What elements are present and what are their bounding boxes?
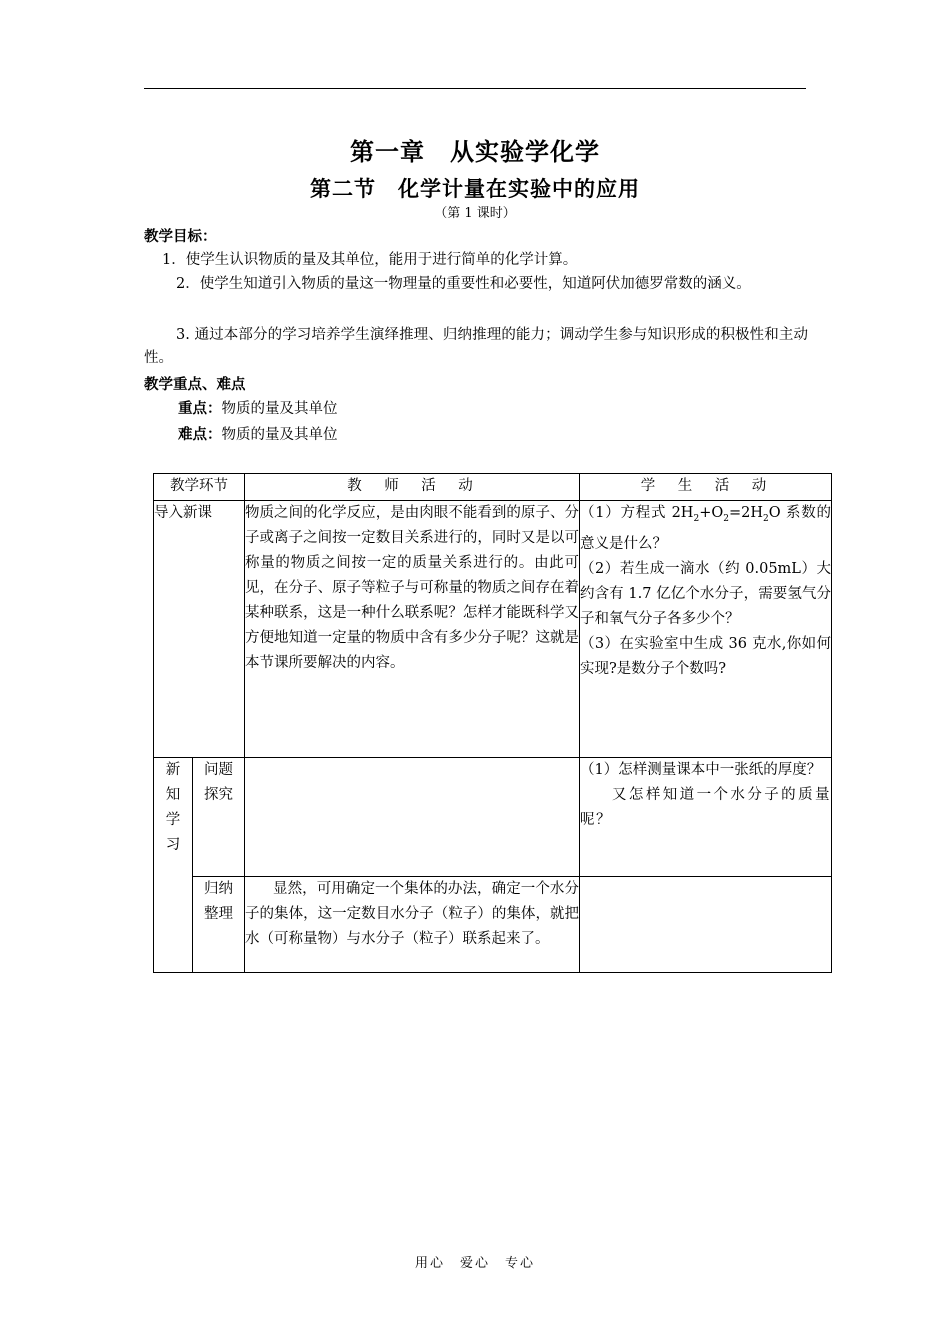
table-row-explore: [154, 758, 832, 877]
student-summary: [580, 877, 832, 973]
key-value: 物质的量及其单位: [221, 401, 338, 417]
student-intro-q1: （1）方程式 $2H_2+O_2=2H_2O$ 系数的意义是什么？: [580, 505, 831, 552]
stage-explore: [193, 758, 245, 877]
goal-1: 1．使学生认识物质的量及其单位，能用于进行简单的化学计算。: [162, 252, 578, 268]
lesson-plan-table: [153, 473, 832, 973]
section-title: 第二节 化学计量在实验中的应用: [310, 177, 640, 201]
hard-label: 难点：: [178, 427, 222, 443]
key-point: [178, 398, 338, 421]
student-explore-q1: （1）怎样测量课本中一张纸的厚度？: [580, 762, 822, 778]
teacher-summary: 显然，可用确定一个集体的办法，确定一个水分子的集体，这一定数目水分子（粒子）的集体，就把水（可称量物）与水分子（粒子）联系起来了。: [245, 877, 580, 973]
new-knowledge-label: 新知学习: [165, 762, 181, 853]
student-intro-q2: （2）若生成一滴水（约 0.05mL）大约含有 1.7 亿亿个水分子，需要氢气分子和氧气分子各多少个？: [580, 560, 831, 627]
keypoints-heading: 教学重点、难点: [144, 377, 246, 393]
hard-point: [178, 424, 338, 447]
stage-summary: [193, 877, 245, 973]
chapter-title: 第一章 从实验学化学: [350, 138, 600, 166]
summary-label: 归纳整理: [204, 881, 233, 922]
lesson-note: （第 1 课时）: [434, 206, 516, 221]
goals-heading: 教学目标：: [144, 229, 217, 245]
stage-new-knowledge: [154, 758, 193, 973]
table-row-summary: [154, 877, 832, 973]
header-stage: 教学环节: [154, 474, 245, 501]
page-footer: 用心 爱心 专心: [414, 1256, 535, 1271]
student-explore: [580, 758, 832, 877]
student-intro: [580, 501, 832, 758]
header-teacher: 教 师 活 动: [245, 474, 580, 501]
table-row-intro: [154, 501, 832, 758]
teacher-intro: 物质之间的化学反应，是由肉眼不能看到的原子、分子或离子之间按一定数目关系进行的，同时又是以可称量的物质之间按一定的质量关系进行的。由此可见，在分子、原子等粒子与可称量的物质之间存在着某种联系，这是一种什么联系呢？怎样才能既科学又方便地知道一定量的物质中含有多少分子呢？这就是本节课所要解决的内容。: [245, 501, 580, 758]
hard-value: 物质的量及其单位: [221, 427, 338, 443]
explore-label: 问题探究: [204, 762, 233, 803]
teacher-explore: [245, 758, 580, 877]
key-label: 重点：: [178, 401, 222, 417]
student-intro-q3: （3）在实验室中生成 36 克水,你如何实现?是数分子个数吗?: [580, 635, 831, 677]
stage-intro: 导入新课: [154, 501, 245, 758]
table-header-row: [154, 474, 832, 501]
goal-3: 3. 通过本部分的学习培养学生演绎推理、归纳推理的能力；调动学生参与知识形成的积极性和主动性。: [144, 327, 808, 366]
header-student: 学 生 活 动: [580, 474, 832, 501]
header-rule: [144, 88, 806, 89]
student-explore-q2: 又怎样知道一个水分子的质量呢？: [580, 787, 831, 828]
goal-2: 2．使学生知道引入物质的量这一物理量的重要性和必要性，知道阿伏加德罗常数的涵义。: [176, 276, 751, 292]
